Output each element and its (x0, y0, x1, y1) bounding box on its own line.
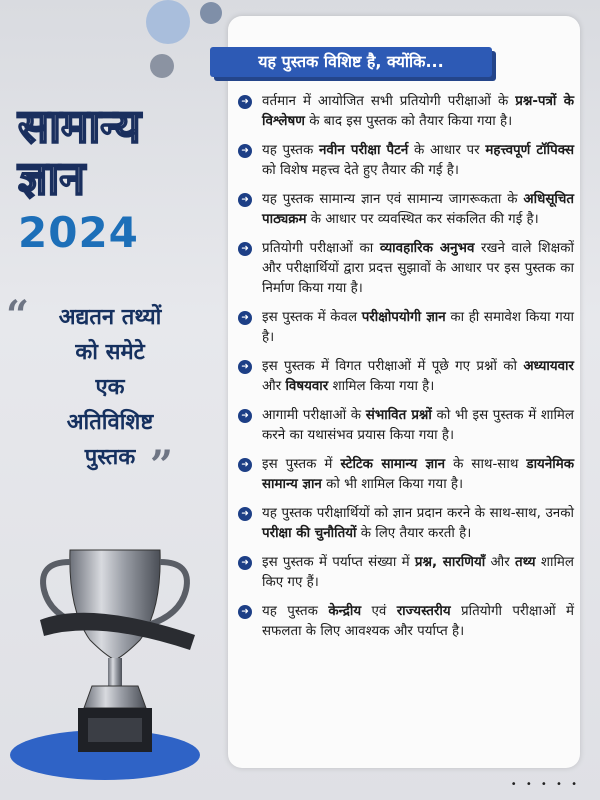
feature-text: प्रतियोगी परीक्षाओं में सफलता के लिए आवश्यक और पर्याप्त है। (262, 604, 574, 639)
book-year: 2024 (18, 208, 139, 257)
feature-text: के लिए तैयार करती है। (356, 526, 472, 541)
feature-text: एवं (361, 604, 397, 619)
feature-highlight: अध्यायवार (523, 359, 574, 374)
feature-text: यह पुस्तक परीक्षार्थियों को ज्ञान प्रदान करने के साथ-साथ, उनको (262, 506, 574, 521)
quote-open-icon: “ (6, 292, 30, 339)
arrow-bullet-icon: ➜ (238, 409, 252, 423)
tagline-line: एक (95, 375, 125, 400)
feature-item (238, 357, 574, 397)
feature-item (238, 239, 574, 299)
feature-item (238, 406, 574, 446)
feature-text: और (262, 379, 286, 394)
feature-item (238, 190, 574, 230)
feature-text: आगामी परीक्षाओं के (262, 408, 366, 423)
feature-text: इस पुस्तक में विगत परीक्षाओं में पूछे गए प्रश्नों को (262, 359, 524, 374)
features-list (238, 92, 574, 651)
decor-circle (150, 54, 174, 78)
feature-highlight: केन्द्रीय (328, 604, 362, 619)
decor-dots: • • • • • (510, 779, 580, 790)
feature-highlight: परीक्षा की चुनौतियों (262, 526, 357, 541)
feature-item (238, 308, 574, 348)
title-line: ज्ञान (18, 151, 85, 205)
quote-close-icon: ” (150, 442, 174, 489)
feature-highlight: महत्त्वपूर्ण टॉपिक्स (485, 143, 574, 158)
feature-highlight: स्टेटिक सामान्य ज्ञान (340, 457, 446, 472)
decor-circle (146, 0, 190, 44)
feature-text: इस पुस्तक में (262, 457, 341, 472)
arrow-bullet-icon: ➜ (238, 360, 252, 374)
arrow-bullet-icon: ➜ (238, 193, 252, 207)
feature-text: यह पुस्तक (262, 143, 319, 158)
feature-highlight: तथ्य (514, 555, 536, 570)
arrow-bullet-icon: ➜ (238, 556, 252, 570)
tagline-line: अद्यतन तथ्यों (58, 305, 162, 330)
tagline (10, 300, 210, 475)
tagline-line: अतिविशिष्ट (66, 410, 154, 435)
features-heading-banner (210, 47, 492, 77)
book-title (18, 100, 218, 204)
arrow-bullet-icon: ➜ (238, 605, 252, 619)
feature-text: यह पुस्तक (262, 604, 329, 619)
feature-item (238, 553, 574, 593)
feature-highlight: विषयवार (285, 379, 329, 394)
feature-text: को विशेष महत्त्व देते हुए तैयार की गई है। (262, 163, 459, 178)
feature-highlight: प्रश्न-पत्रों के विश्लेषण (262, 94, 575, 129)
feature-item (238, 92, 574, 132)
feature-text: को भी शामिल किया गया है। (321, 477, 464, 492)
trophy-icon (30, 540, 200, 770)
feature-text: को भी इस पुस्तक में शामिल करने का यथासंभव प्रयास किया गया है। (262, 408, 574, 443)
feature-text: के साथ-साथ (445, 457, 527, 472)
feature-item (238, 455, 574, 495)
arrow-bullet-icon: ➜ (238, 311, 252, 325)
feature-item (238, 504, 574, 544)
arrow-bullet-icon: ➜ (238, 95, 252, 109)
feature-text: के आधार पर (408, 143, 486, 158)
feature-text: के आधार पर व्यवस्थित कर संकलित की गई है। (306, 212, 539, 227)
feature-text: वर्तमान में आयोजित सभी प्रतियोगी परीक्षाओं के (262, 94, 516, 109)
feature-text: का ही समावेश किया गया है। (262, 310, 574, 345)
feature-highlight: नवीन परीक्षा पैटर्न (318, 143, 409, 158)
feature-text: और (485, 555, 515, 570)
feature-highlight: संभावित प्रश्नों (365, 408, 432, 423)
feature-highlight: अधिसूचित पाठ्यक्रम (262, 192, 574, 227)
feature-highlight: प्रश्न, सारणियाँ (414, 555, 486, 570)
feature-text: शामिल किया गया है। (328, 379, 435, 394)
feature-highlight: डायनेमिक सामान्य ज्ञान (262, 457, 575, 492)
feature-text: इस पुस्तक में पर्याप्त संख्या में (262, 555, 415, 570)
feature-item (238, 141, 574, 181)
arrow-bullet-icon: ➜ (238, 507, 252, 521)
arrow-bullet-icon: ➜ (238, 144, 252, 158)
feature-text: रखने वाले शिक्षकों और परीक्षार्थियों द्वारा प्रदत्त सुझावों के आधार पर इस पुस्तक का निर्माण किया गया है। (262, 241, 574, 296)
feature-item (238, 602, 574, 642)
feature-text: शामिल किए गए हैं। (262, 555, 574, 590)
feature-text: के बाद इस पुस्तक को तैयार किया गया है। (304, 114, 513, 129)
feature-highlight: व्यावहारिक अनुभव (379, 241, 475, 256)
features-heading: यह पुस्तक विशिष्ट है, क्योंकि... (258, 52, 444, 71)
feature-text: इस पुस्तक में केवल (262, 310, 362, 325)
feature-text: यह पुस्तक सामान्य ज्ञान एवं सामान्य जागरूकता के (262, 192, 524, 207)
tagline-line: को समेटे (75, 340, 145, 365)
arrow-bullet-icon: ➜ (238, 458, 252, 472)
title-line: सामान्य (18, 99, 141, 153)
arrow-bullet-icon: ➜ (238, 242, 252, 256)
feature-highlight: परीक्षोपयोगी ज्ञान (361, 310, 446, 325)
feature-text: प्रतियोगी परीक्षाओं का (262, 241, 380, 256)
tagline-line: पुस्तक (84, 445, 136, 470)
decor-circle (200, 2, 222, 24)
feature-highlight: राज्यस्तरीय (396, 604, 451, 619)
